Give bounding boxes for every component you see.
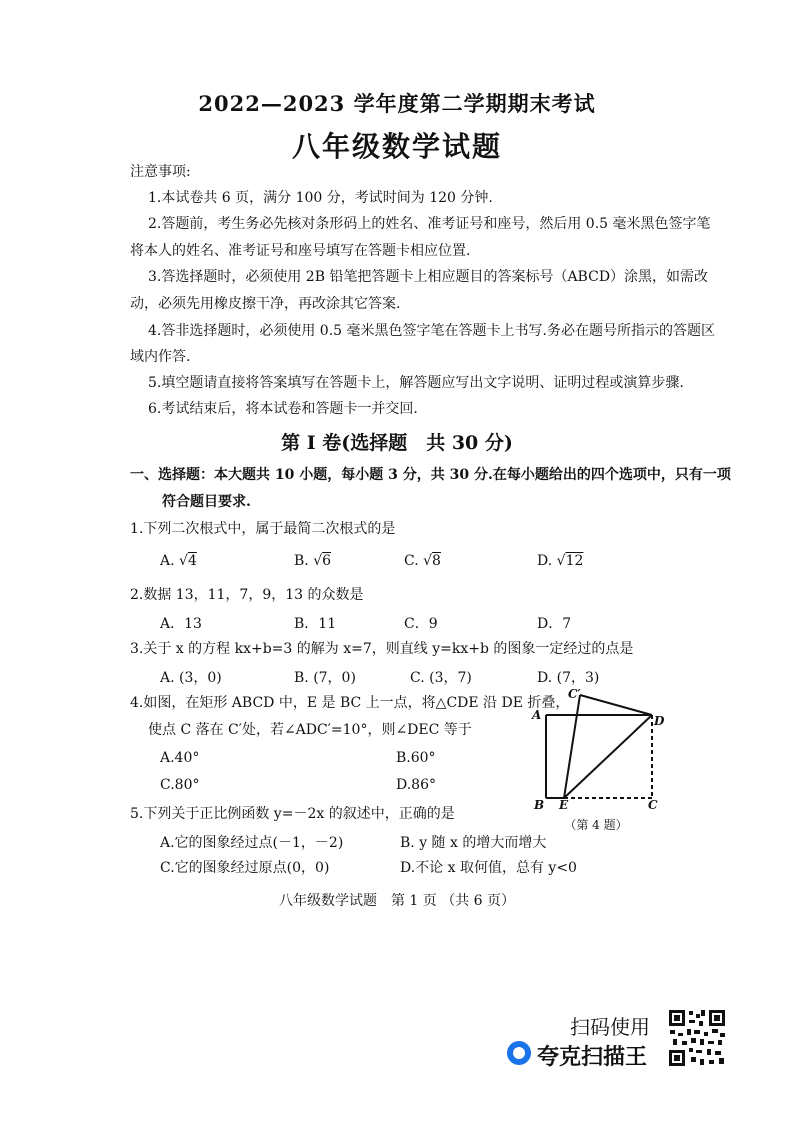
section-instruction-cont: 符合题目要求.	[162, 494, 251, 510]
note-line: 2.答题前，考生务必先核对条形码上的姓名、准考证号和座号，然后用 0.5 毫米黑色签字笔	[148, 216, 711, 232]
q5-option-c: C.它的图象经过原点(0，0)	[160, 860, 330, 876]
question-5-stem: 5.下列关于正比例函数 y=－2x 的叙述中，正确的是	[130, 806, 455, 822]
note-line: 5.填空题请直接将答案填写在答题卡上，解答题应写出文字说明、证明过程或演算步骤.	[148, 375, 684, 391]
question-3-stem: 3.关于 x 的方程 kx+b=3 的解为 x=7，则直线 y=kx+b 的图象一定经过的点是	[130, 641, 634, 657]
notes-heading: 注意事项:	[130, 164, 191, 180]
exam-title: 2022—2023 学年度第二学期期末考试	[198, 91, 596, 116]
note-line: 6.考试结束后，将本试卷和答题卡一并交回.	[148, 401, 418, 417]
q1-option-d: D. √12	[537, 553, 584, 569]
q5-option-d: D.不论 x 取何值，总有 y<0	[400, 860, 577, 876]
q1-option-b: B. √6	[294, 553, 332, 569]
label-c-prime: C′	[568, 687, 581, 701]
question-4-figure	[528, 683, 670, 835]
label-d: D	[654, 714, 665, 728]
q4-option-b: B.60°	[396, 750, 436, 766]
q1-option-a: A. √4	[160, 553, 197, 569]
label-c: C	[648, 798, 658, 812]
note-line: 3.答选择题时，必须使用 2B 铅笔把答题卡上相应题目的答案标号（ABCD）涂黑，如需改	[148, 269, 709, 285]
q2-option-c: C．9	[404, 616, 438, 632]
qr-code-icon	[667, 1008, 727, 1068]
q1-option-c: C. √8	[404, 553, 441, 569]
note-line: 动，必须先用橡皮擦干净，再改涂其它答案.	[130, 296, 401, 312]
q5-option-b: B. y 随 x 的增大而增大	[400, 835, 547, 851]
label-e: E	[559, 798, 569, 812]
q5-option-a: A.它的图象经过点(－1，－2)	[160, 835, 344, 851]
page-footer: 八年级数学试题 第 1 页 （共 6 页）	[278, 893, 516, 909]
q2-option-b: B．11	[294, 616, 337, 632]
question-1-stem: 1.下列二次根式中，属于最简二次根式的是	[130, 521, 396, 537]
section-instruction: 一、选择题：本大题共 10 小题，每小题 3 分，共 30 分.在每小题给出的四个选项中，只有一项	[130, 467, 731, 483]
question-4-stem-cont: 使点 C 落在 C′处，若∠ADC′=10°，则∠DEC 等于	[148, 722, 472, 738]
brand-name: 夸克扫描王	[537, 1045, 648, 1070]
scan-to-use-text: 扫码使用	[570, 1015, 650, 1039]
question-4-stem: 4.如图，在矩形 ABCD 中，E 是 BC 上一点，将△CDE 沿 DE 折叠，	[130, 695, 570, 711]
q3-option-d: D. (7，3)	[537, 670, 600, 686]
note-line: 将本人的姓名、准考证号和座号填写在答题卡相应位置.	[130, 243, 471, 259]
q3-option-c: C. (3，7)	[410, 670, 472, 686]
label-b: B	[534, 798, 545, 812]
q4-option-a: A.40°	[160, 750, 200, 766]
figure-caption: （第 4 题）	[564, 818, 628, 832]
label-a: A	[532, 708, 542, 722]
q3-option-a: A. (3，0)	[160, 670, 222, 686]
exam-subject-title: 八年级数学试题	[291, 130, 502, 163]
q2-option-a: A．13	[160, 616, 202, 632]
note-line: 1.本试卷共 6 页，满分 100 分，考试时间为 120 分钟.	[148, 190, 493, 206]
q4-option-d: D.86°	[396, 777, 436, 793]
question-2-stem: 2.数据 13，11，7，9，13 的众数是	[130, 587, 364, 603]
segment-c-prime-d	[580, 695, 652, 715]
note-line: 4.答非选择题时，必须使用 0.5 毫米黑色签字笔在答题卡上书写.务必在题号所指示的答题区	[148, 323, 715, 339]
section-title: 第 I 卷(选择题 共 30 分)	[281, 432, 513, 454]
q3-option-b: B. (7，0)	[294, 670, 356, 686]
segment-de	[564, 715, 652, 798]
segment-c-prime-e	[564, 695, 580, 798]
q4-option-c: C.80°	[160, 777, 200, 793]
note-line: 域内作答.	[130, 349, 191, 365]
q2-option-d: D．7	[537, 616, 572, 632]
quark-logo-icon	[507, 1041, 531, 1065]
